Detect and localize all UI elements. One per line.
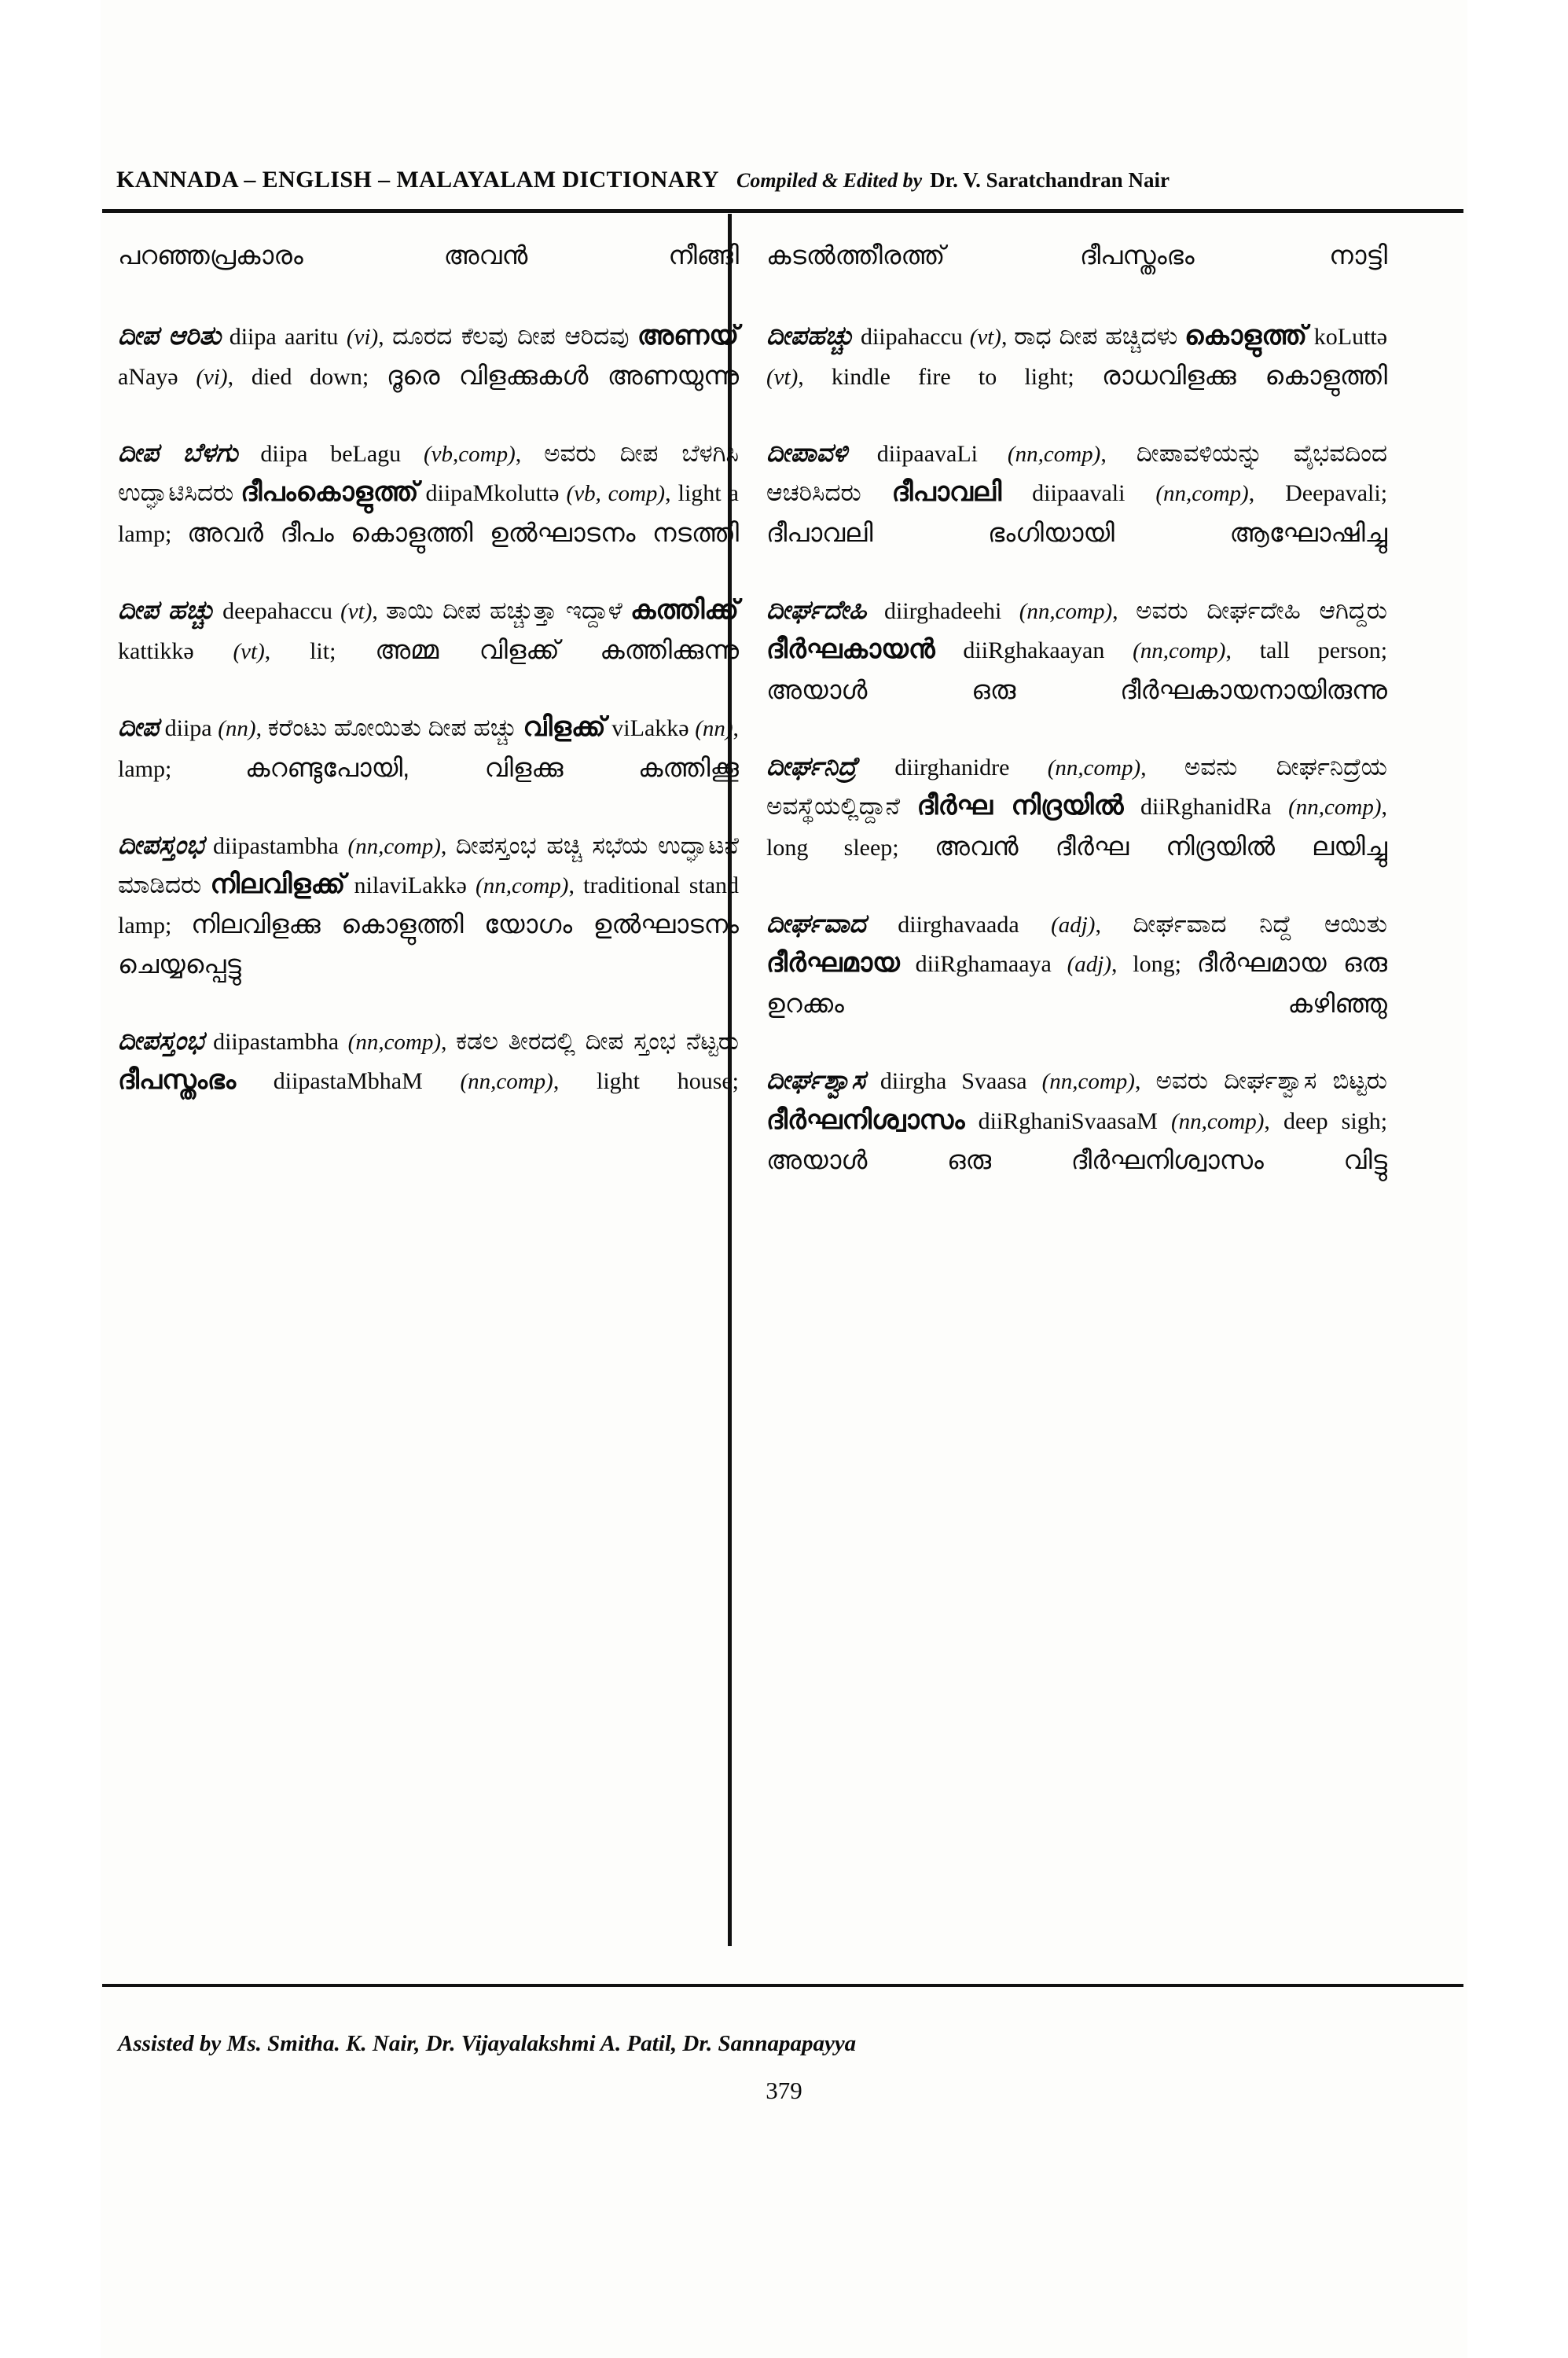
malayalam-example: അയാൾ ഒരു ദീർഘകായനായിരുന്നു: [766, 674, 1387, 704]
malayalam-example: ദൂരെ വിളക്കുകൾ അണയുന്നു: [386, 361, 740, 391]
part-of-speech-malayalam: (adj): [1067, 952, 1112, 978]
kannada-example: ದೀಪಾವಳಿಯನ್ನು ವೈಭವದಿಂದ ಆಚರಿಸಿದರು: [766, 439, 1388, 507]
english-gloss: lamp;: [118, 755, 172, 782]
kannada-example: ಅವರು ದೀಪ ಬೆಳಗಿಸಿ ಉದ್ಘಾಟಿಸಿದರು: [118, 439, 739, 507]
romanization-malayalam: diiRghamaaya: [915, 951, 1052, 978]
romanization-malayalam: kattikkə: [118, 638, 194, 665]
part-of-speech: (vt): [340, 598, 373, 624]
malayalam-example: അയാൾ ഒരു ദീർഘനിശ്വാസം വിട്ടു: [766, 1145, 1387, 1175]
headword-malayalam: കത്തിക്ക്: [630, 594, 740, 625]
part-of-speech-malayalam: (vb, comp): [566, 481, 666, 507]
part-of-speech: (adj): [1051, 912, 1096, 938]
malayalam-example: ദീപാവലി ഭംഗിയായി ആഘോഷിച്ചു: [766, 518, 1387, 547]
headword-malayalam: ദീർഘനിശ്വാസം: [766, 1104, 965, 1135]
english-gloss: light house;: [597, 1068, 740, 1095]
romanization: diipastambha: [212, 832, 339, 859]
kannada-example: ದೀರ್ಘವಾದ ನಿದ್ದೆ ಆಯಿತು: [1133, 909, 1387, 938]
entry-continuation: [766, 236, 1387, 311]
dictionary-entry: ದೀಪ ಹಚ್ಚು deepahaccu (vt), ತಾಯಿ ದೀಪ ಹಚ್ಚುತ್ತಾ ಇದ್ದಾಳೆ കത്തിക്ക് kattikkə (vt), lit; അമ്മ വിളക്ക് കത്തിക്കുന്നു: [118, 594, 740, 665]
part-of-speech: (nn,comp): [1047, 755, 1141, 781]
romanization: diipa: [164, 715, 212, 742]
assisted-by-credit: Assisted by Ms. Smitha. K. Nair, Dr. Vijayalakshmi A. Patil, Dr. Sannapapayya: [118, 2031, 857, 2056]
footer-divider-rule: [102, 1984, 1463, 1987]
romanization: diipahaccu: [860, 323, 963, 350]
part-of-speech-malayalam: (vt): [766, 365, 799, 391]
headword-kannada: ದೀಪಸ್ತಂಭ: [118, 1026, 204, 1056]
romanization-malayalam: diipastaMbhaM: [273, 1068, 423, 1095]
kannada-example: ಕಡಲ ತೀರದಲ್ಲಿ ದೀಪ ಸ್ತಂಭ ನೆಟ್ಟರು: [456, 1027, 740, 1056]
part-of-speech-malayalam: (nn,comp): [476, 872, 569, 898]
kannada-example: ತಾಯಿ ದೀಪ ಹಚ್ಚುತ್ತಾ ಇದ್ದಾಳೆ: [386, 596, 622, 624]
headword-kannada: ದೀಪಹಚ್ಚು: [766, 320, 854, 350]
part-of-speech: (nn,comp): [1019, 598, 1113, 624]
malayalam-example: അവൻ ദീർഘ നിദ്രയിൽ ലയിച്ചു: [934, 832, 1387, 861]
dictionary-title: KANNADA – ENGLISH – MALAYALAM DICTIONARY: [116, 167, 719, 193]
page-number: 379: [766, 2077, 802, 2104]
headword-kannada: ದೀಪಸ್ತಂಭ: [118, 829, 204, 859]
malayalam-example: അവർ ദീപം കൊളുത്തി ഉൽഘാടനം നടത്തി: [187, 518, 740, 547]
romanization: diirghavaada: [898, 911, 1019, 938]
english-gloss: light a lamp;: [118, 480, 740, 547]
dictionary-entry: ದೀಪಸ್ತಂಭ diipastambha (nn,comp), ಕಡಲ ತೀರದಲ್ಲಿ ದೀಪ ಸ್ತಂಭ ನೆಟ್ಟರು ദീപസ്തംഭം diipastaMbhaM (nn,comp), light house;: [118, 1026, 740, 1096]
running-head: [116, 167, 1452, 203]
entry-continuation: [118, 236, 739, 311]
body-columns: [102, 236, 1463, 2020]
compiled-by-label: Compiled & Edited by: [736, 169, 923, 192]
kannada-example: ಕರೆಂಟು ಹೋಯಿತು ದೀಪ ಹಚ್ಚು: [267, 714, 517, 742]
page-margin-left: [0, 0, 101, 2358]
malayalam-example: രാധവിളക്കു കൊളുത്തി: [1101, 361, 1387, 391]
dictionary-entry: ದೀರ್ಘವಾದ diirghavaada (adj), ದೀರ್ಘವಾದ ನಿದ್ದೆ ಆಯಿತು ദീർഘമായ diiRghamaaya (adj), long; ദീർഘമായ ഒരു ഉറക്കം കഴിഞ്ഞു: [766, 908, 1387, 1018]
romanization: diirghanidre: [894, 755, 1010, 781]
continuation-text: കടൽത്തീരത്ത് ദീപസ്തംഭം നാട്ടി: [766, 241, 1387, 270]
page-margin-right: [1467, 0, 1568, 2358]
romanization-malayalam: diiRghaniSvaasaM: [978, 1107, 1158, 1134]
headword-malayalam: ദീപാവലി: [891, 477, 1002, 508]
kannada-example: ದೀಪಸ್ತಂಭ ಹಚ್ಚಿ ಸಭೆಯ ಉದ್ಘಾಟನೆ ಮಾಡಿದರು: [118, 831, 740, 898]
dictionary-entry: ದೀಪಹಚ್ಚು diipahaccu (vt), ರಾಧ ದೀಪ ಹಚ್ಚಿದಳು കൊളുത്ത് koLuttə (vt), kindle fire to light; രാധവിളക്കു കൊളുത്തി: [766, 320, 1388, 391]
headword-kannada: ದೀಪ ಬೆಳಗು: [118, 438, 238, 468]
kannada-example: ದೂರದ ಕೆಲವು ದೀಪ ಆರಿದವು: [392, 321, 630, 350]
continuation-text: പറഞ്ഞപ്രകാരം അവൻ നീങ്ങി: [118, 241, 739, 270]
headword-kannada: ದೀಪ ಹಚ್ಚು: [118, 594, 215, 624]
headword-kannada: ದೀಪ ಆರಿತು: [118, 320, 222, 350]
english-gloss: Deepavali;: [1285, 480, 1388, 507]
column-right: [766, 236, 1387, 1218]
romanization-malayalam: diiRghakaayan: [963, 637, 1105, 663]
part-of-speech: (nn,comp): [1007, 442, 1101, 468]
kannada-example: ಅವರು ದೀರ್ಘದೇಹಿ ಆಗಿದ್ದರು: [1136, 596, 1388, 624]
english-gloss: long;: [1133, 951, 1181, 978]
kannada-example: ಅವನು ದೀರ್ಘನಿದ್ರೆಯ ಅವಸ್ಥೆಯಲ್ಲಿದ್ದಾನೆ: [766, 753, 1388, 821]
part-of-speech-malayalam: (nn,comp): [1133, 637, 1226, 663]
dictionary-entry: ದೀರ್ಘಶ್ವಾಸ diirgha Svaasa (nn,comp), ಅವರು ದೀರ್ಘಶ್ವಾಸ ಬಿಟ್ಟರು ദീർഘനിശ്വാസം diiRghaniSvaasaM (nn,comp), deep sigh; അയാൾ ഒരു ദീർഘനിശ്വാസം വിട്ടു: [766, 1065, 1388, 1175]
headword-malayalam: ദീപംകൊളുത്ത്: [241, 477, 419, 508]
malayalam-example: ദീർഘമായ ഒരു ഉറക്കം കഴിഞ്ഞു: [766, 948, 1387, 1018]
headword-kannada: ದೀಪಾವಳಿ: [766, 438, 847, 468]
headword-malayalam: ദീർഘമായ: [766, 948, 900, 979]
english-gloss: traditional stand lamp;: [118, 872, 740, 939]
headword-kannada: ದೀರ್ಘಶ್ವಾಸ: [766, 1065, 865, 1095]
part-of-speech: (nn,comp): [347, 833, 441, 859]
romanization-malayalam: nilaviLakkə: [354, 872, 467, 898]
part-of-speech-malayalam: (nn,comp): [1170, 1108, 1265, 1134]
part-of-speech-malayalam: (nn,comp): [1288, 795, 1382, 821]
dictionary-entry: ದೀಪ diipa (nn), ಕರೆಂಟು ಹೋಯಿತು ದೀಪ ಹಚ್ಚು വിളക്ക് viLakkə (nn), lamp; കറണ്ടുപോയി, വിളക്കു കത്തിക്കൂ: [118, 712, 740, 782]
headword-malayalam: അണയ്: [637, 320, 740, 351]
romanization-malayalam: aNayə: [118, 364, 178, 391]
part-of-speech: (nn,comp): [1041, 1069, 1135, 1095]
column-left: [118, 236, 739, 1139]
romanization-malayalam: diiRghanidRa: [1140, 794, 1272, 821]
header-divider-rule: [102, 209, 1463, 213]
dictionary-entry: ದೀರ್ಘದೇಹಿ diirghadeehi (nn,comp), ಅವರು ದೀರ್ಘದೇಹಿ ಆಗಿದ್ದರು ദീർഘകായൻ diiRghakaayan (nn,comp), tall person; അയാൾ ഒരു ദീർഘകായനായിരുന്നു: [766, 594, 1388, 704]
romanization: diipaavaLi: [876, 441, 978, 468]
dictionary-entry: ದೀಪಸ್ತಂಭ diipastambha (nn,comp), ದೀಪಸ್ತಂಭ ಹಚ್ಚಿ ಸಭೆಯ ಉದ್ಘಾಟನೆ ಮಾಡಿದರು നിലവിളക്ക് nilaviLakkə (nn,comp), traditional stand lamp; നിലവിളക്കു കൊളുത്തി യോഗം ഉൽഘാടനം ചെയ്യപ്പെട്ടു: [118, 829, 740, 979]
part-of-speech: (vb,comp): [423, 442, 516, 468]
part-of-speech-malayalam: (vt): [233, 639, 265, 665]
part-of-speech-malayalam: (vi): [196, 365, 228, 391]
headword-malayalam: വിളക്ക്: [523, 712, 606, 743]
headword-malayalam: നിലവിളക്ക്: [210, 869, 346, 899]
headword-kannada: ದೀರ್ಘದೇಹಿ: [766, 594, 867, 624]
romanization-malayalam: viLakkə: [611, 715, 689, 742]
romanization: diipa aaritu: [229, 323, 339, 350]
editor-name: Dr. V. Saratchandran Nair: [930, 168, 1170, 192]
part-of-speech-malayalam: (nn,comp): [460, 1069, 553, 1095]
english-gloss: deep sigh;: [1283, 1107, 1388, 1134]
dictionary-entry: ದೀಪ ಆರಿತು diipa aaritu (vi), ದೂರದ ಕೆಲವು ದೀಪ ಆರಿದವು അണയ് aNayə (vi), died down; ദൂരെ വിളക്കുകൾ അണയുന്നു: [118, 320, 740, 391]
english-gloss: long sleep;: [766, 835, 899, 861]
romanization: diirgha Svaasa: [879, 1068, 1027, 1095]
malayalam-example: നിലവിളക്കു കൊളുത്തി യോഗം ഉൽഘാടനം ചെയ്യപ്പെട്ടു: [118, 909, 740, 979]
dictionary-entry: ದೀರ್ಘನಿದ್ರೆ diirghanidre (nn,comp), ಅವನು ದೀರ್ಘನಿದ್ರೆಯ ಅವಸ್ಥೆಯಲ್ಲಿದ್ದಾನೆ ദീർഘ നിദ്രയിൽ diiRghanidRa (nn,comp), long sleep; അവൻ ദീർഘ നിദ്രയിൽ ലയിച്ചു: [766, 751, 1388, 861]
romanization: diipa beLagu: [260, 441, 402, 468]
romanization-malayalam: diipaMkoluttə: [425, 480, 560, 507]
dictionary-entry: ದೀಪಾವಳಿ diipaavaLi (nn,comp), ದೀಪಾವಳಿಯನ್ನು ವೈಭವದಿಂದ ಆಚರಿಸಿದರು ദീപാവലി diipaavali (nn,comp), Deepavali; ദീപാവലി ഭംഗിയായി ആഘോഷിച്ചു: [766, 438, 1388, 547]
kannada-example: ರಾಧ ದೀಪ ಹಚ್ಚಿದಳು: [1014, 321, 1178, 350]
part-of-speech-malayalam: (nn,comp): [1155, 481, 1249, 507]
kannada-example: ಅವರು ದೀರ್ಘಶ್ವಾಸ ಬಿಟ್ಟರು: [1155, 1067, 1388, 1095]
headword-malayalam: ദീർഘ നിദ്രയിൽ: [916, 791, 1124, 821]
part-of-speech: (nn,comp): [347, 1030, 442, 1056]
romanization-malayalam: diipaavali: [1032, 480, 1126, 507]
english-gloss: died down;: [251, 364, 369, 391]
part-of-speech: (vt): [969, 324, 1001, 350]
romanization: diipastambha: [213, 1029, 340, 1056]
headword-malayalam: കൊളുത്ത്: [1184, 320, 1307, 351]
headword-malayalam: ദീപസ്തംഭം: [118, 1065, 237, 1096]
malayalam-example: അമ്മ വിളക്ക് കത്തിക്കുന്നു: [375, 635, 740, 665]
romanization-malayalam: koLuttə: [1313, 323, 1388, 350]
dictionary-entry: ದೀಪ ಬೆಳಗು diipa beLagu (vb,comp), ಅವರು ದೀಪ ಬೆಳಗಿಸಿ ಉದ್ಘಾಟಿಸಿದರು ദീപംകൊളുത്ത് diipaMkoluttə (vb, comp), light a lamp; അവർ ദീപം കൊളുത്തി ഉൽഘാടനം നടത്തി: [118, 438, 740, 547]
headword-kannada: ದೀಪ: [118, 712, 159, 742]
headword-malayalam: ദീർഘകായൻ: [766, 634, 935, 664]
english-gloss: kindle fire to light;: [831, 364, 1074, 391]
english-gloss: tall person;: [1259, 637, 1388, 663]
headword-kannada: ದೀರ್ಘವಾದ: [766, 908, 866, 938]
headword-kannada: ದೀರ್ಘನಿದ್ರೆ: [766, 751, 857, 781]
part-of-speech-malayalam: (nn): [695, 716, 733, 742]
malayalam-example: കറണ്ടുപോയി, വിളക്കു കത്തിക്കൂ: [245, 752, 739, 782]
romanization: deepahaccu: [222, 597, 332, 624]
part-of-speech: (nn): [218, 716, 256, 742]
part-of-speech: (vi): [346, 324, 379, 350]
romanization: diirghadeehi: [883, 597, 1002, 624]
english-gloss: lit;: [310, 638, 336, 665]
